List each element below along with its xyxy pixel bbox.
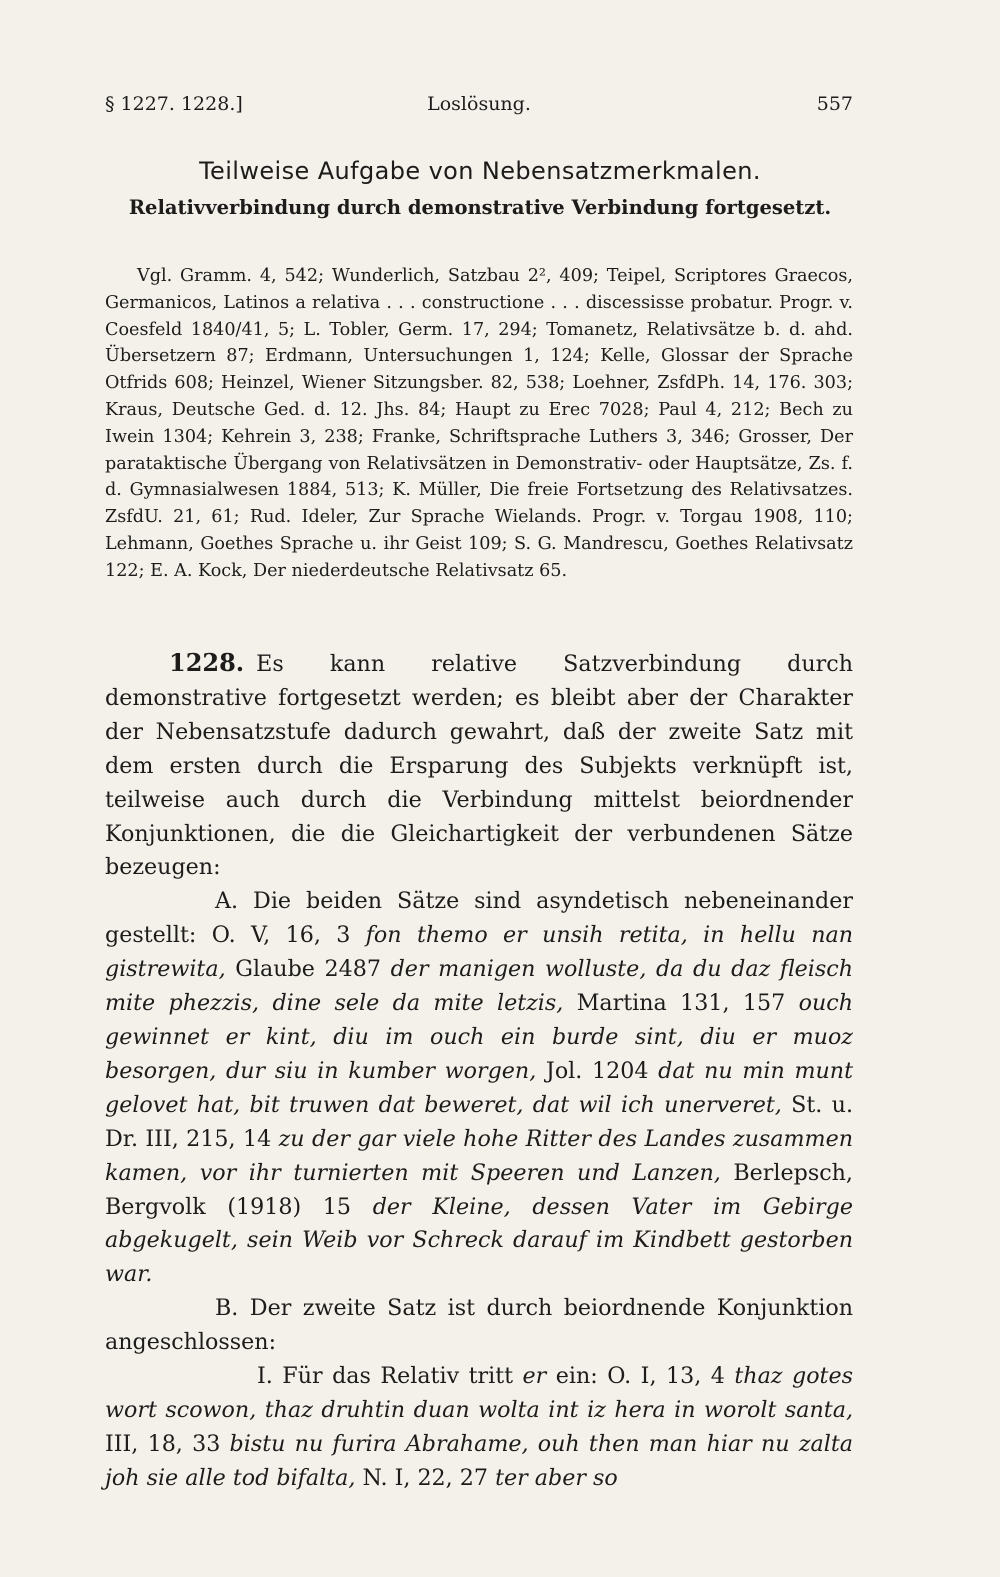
quotation: er bbox=[522, 1363, 547, 1390]
paragraph-text: Es kann relative Satzverbindung durch demonstrative fortgesetzt werden; es bleibt aber der Charakter der Nebensatzstufe dadurch gewahrt, daß der zweite Satz mit dem ersten durch die Ersparung des Subjekts verknüpft ist, teilweise auch durch die Verbindung mittelst beiordnender Konjunktionen, die die Gleichartigkeit der verbundenen Sätze bezeugen: bbox=[105, 651, 853, 881]
quotation: zu der gar viele hohe Ritter des Landes zusammen kamen, vor ihr turnierten mit Speeren und Lanzen, bbox=[105, 1125, 853, 1186]
quotation: thaz gotes wort scowon, thaz druhtin duan wolta int iz hera in worolt santa, bbox=[105, 1363, 853, 1423]
quotation: ter aber so bbox=[495, 1464, 618, 1491]
bibliography-references: Vgl. Gramm. 4, 542; Wunderlich, Satzbau 2², 409; Teipel, Scriptores Graecos, Germanicos, Latinos a relativa . . . constructione . . . discessisse probatur. Progr. v. Coesfeld 1840/41, 5; L. Tobler, Germ. 17, 294; Tomanetz, Relativsätze b. d. ahd. Übersetzern 87; Erdmann, Untersuchungen 1, 124; Kelle, Glossar der Sprache Otfrids 608; Heinzel, Wiener Sitzungsber. 82, 538; Loehner, ZsfdPh. 14, 176. 303; Kraus, Deutsche Ged. d. 12. Jhs. 84; Haupt zu Erec 7028; Paul 4, 212; Bech zu Iwein 1304; Kehrein 3, 238; Franke, Schriftsprache Luthers 3, 346; Grosser, Der parataktische Übergang von Relativsätzen in Demonstrativ- oder Hauptsätze, Zs. f. d. Gymnasialwesen 1884, 513; K. Müller, Die freie Fortsetzung des Relativsatzes. ZsfdU. 21, 61; Rud. Ideler, Zur Sprache Wielands. Progr. v. Torgau 1908, 110; Lehmann, Goethes Sprache u. ihr Geist 109; S. G. Mandrescu, Goethes Relativsatz 122; E. A. Kock, Der niederdeutsche Relativsatz 65. bbox=[105, 266, 853, 581]
subsection-b: B. Der zweite Satz ist durch beiordnende Konjunktion angeschlossen: bbox=[105, 1295, 853, 1356]
quotation: dat nu min munt gelovet hat, bit truwen dat beweret, dat wil ich unerveret, bbox=[105, 1057, 853, 1118]
quotation: bistu nu furira Abrahame, ouh then man hiar nu zalta joh sie alle tod bifalta, bbox=[105, 1430, 853, 1491]
subsection-b-1: I. Für das Relativ tritt er ein: O. I, 13, 4 thaz gotes wort scowon, thaz druhtin duan wolta int iz hera in worolt santa, III, 18, 33 bistu nu furira Abrahame, ouh then man hiar nu zalta joh sie alle tod bifalta, N. I, 22, 27 ter aber so bbox=[105, 1363, 853, 1491]
main-text bbox=[105, 646, 853, 1496]
running-head bbox=[105, 93, 853, 119]
paragraph-1228 bbox=[105, 646, 853, 885]
section-reference: § 1227. 1228.] bbox=[105, 93, 243, 115]
section-heading: Teilweise Aufgabe von Nebensatzmerkmalen. bbox=[199, 157, 761, 185]
page-number: 557 bbox=[816, 93, 853, 115]
quotation: fon themo er unsih retita, in hellu nan gistrewita, bbox=[105, 922, 853, 983]
quotation: ouch gewinnet er kint, diu im ouch ein burde sint, diu er muoz besorgen, dur siu in kumber worgen, bbox=[105, 990, 854, 1084]
section-subheading: Relativverbindung durch demonstrative Verbindung fortgesetzt. bbox=[128, 196, 832, 219]
quotation: der Kleine, dessen Vater im Gebirge abgekugelt, sein Weib vor Schreck darauf im Kindbett gestorben war. bbox=[105, 1193, 853, 1288]
paragraph-number: 1228. bbox=[169, 648, 245, 677]
running-title: Loslösung. bbox=[427, 93, 531, 115]
subsection-a: A. Die beiden Sätze sind asyndetisch nebeneinander gestellt: O. V, 16, 3 fon themo er unsih retita, in hellu nan gistrewita, Glaube 2487 der manigen wolluste, da du daz fleisch mite phezzis, dine sele da mite letzis, Martina 131, 157 ouch gewinnet er kint, diu im ouch ein burde sint, diu er muoz besorgen, dur siu in kumber worgen, Jol. 1204 dat nu min munt gelovet hat, bit truwen dat beweret, dat wil ich unerveret, St. u. Dr. III, 215, 14 zu der gar viele hohe Ritter des Landes zusammen kamen, vor ihr turnierten mit Speeren und Lanzen, Berlepsch, Bergvolk (1918) 15 der Kleine, dessen Vater im Gebirge abgekugelt, sein Weib vor Schreck darauf im Kindbett gestorben war. bbox=[105, 888, 854, 1288]
quotation: der manigen wolluste, da du daz fleisch mite phezzis, dine sele da mite letzis, bbox=[105, 956, 853, 1017]
